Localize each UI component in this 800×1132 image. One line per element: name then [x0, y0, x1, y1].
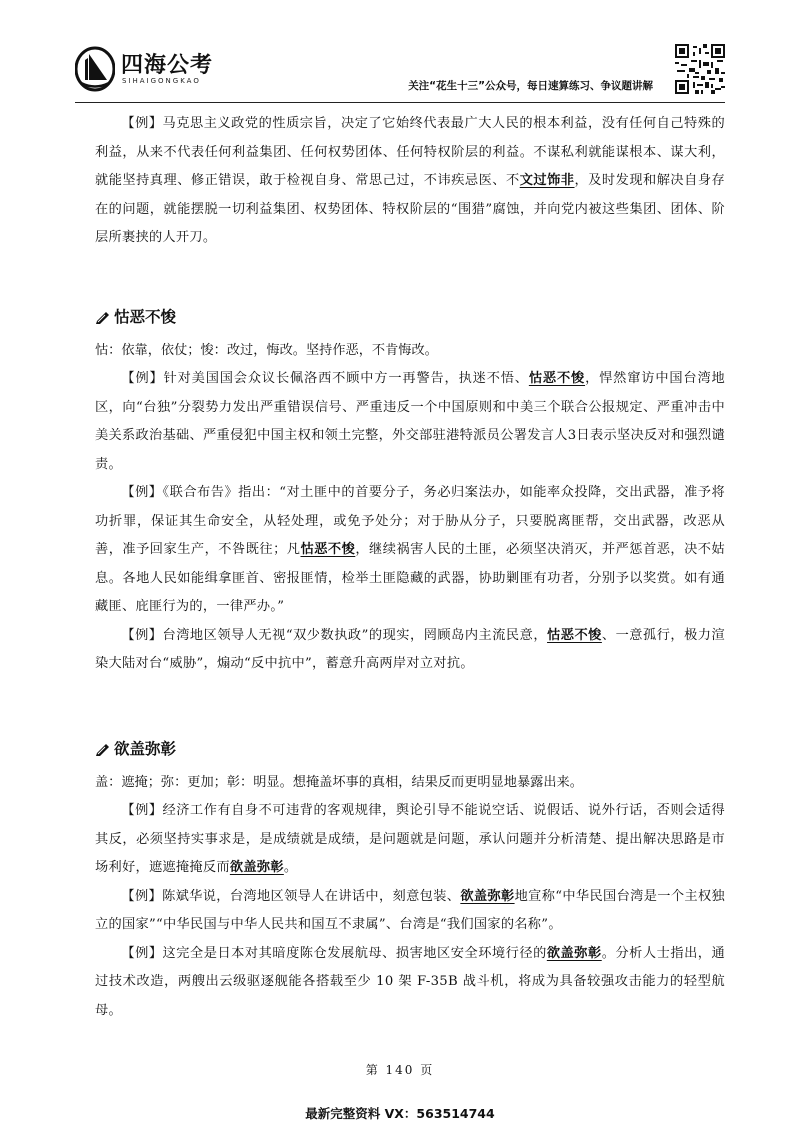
page-content [95, 110, 725, 1025]
example-paragraph [95, 797, 725, 883]
contact-promo: 最新完整资料 VX：563514744 [305, 1106, 495, 1121]
paragraph-text: 【例】台湾地区领导人无视“双少数执政”的现实，罔顾岛内主流民意， [121, 627, 548, 643]
pencil-icon [95, 742, 111, 756]
highlighted-idiom: 欲盖弥彰 [229, 860, 284, 875]
idiom-title: 怙恶不悛 [114, 307, 177, 326]
logo[interactable] [75, 46, 275, 96]
highlighted-idiom: 怙恶不悛 [528, 371, 586, 386]
page-number: 第 140 页 [365, 1063, 435, 1077]
paragraph-text: 、一意孤行，极力渲染大陆对台“威胁”，煽动“反中抗中”，蓄意升高两岸对立对抗。 [95, 627, 725, 671]
qr-code-icon[interactable] [675, 44, 725, 94]
idiom-title: 欲盖弥彰 [114, 739, 177, 758]
highlighted-idiom: 怙恶不悛 [547, 627, 602, 643]
paragraph-text: 【例】马克思主义政党的性质宗旨，决定了它始终代表最广大人民的根本利益，没有任何自己特殊的利益，从来不代表任何利益集团、任何权势团体、任何特权阶层的利益。不谋私利就能谋根本、谋大利，就能坚持真理、修正错误，敢于检视自身、常思己过，不讳疾忌医、不 [95, 116, 725, 188]
paragraph-text: 。 [283, 860, 298, 875]
highlighted-idiom: 怙恶不悛 [300, 542, 356, 557]
highlighted-idiom: 文过饰非 [519, 173, 575, 188]
example-paragraph [95, 883, 725, 940]
example-paragraph [95, 622, 725, 679]
idiom-heading [95, 303, 725, 331]
highlighted-idiom: 欲盖弥彰 [460, 888, 515, 904]
paragraph-text: 【例】经济工作有自身不可违背的客观规律，舆论引导不能说空话、说假话、说外行话，否则会适得其反，必须坚持实事求是，是成绩就是成绩，是问题就是问题，承认问题并分析清楚、提出解决思路是市场利好，遮遮掩掩反而 [95, 803, 725, 875]
pencil-icon [95, 310, 111, 324]
paragraph-text: ，及时发现和解决自身存在的问题，就能摆脱一切利益集团、权势团体、特权阶层的“围猎”腐蚀，并向党内被这些集团、团体、阶层所裹挟的人开刀。 [95, 173, 726, 245]
logo-subtitle: SIHAIGONGKAO [122, 77, 201, 85]
example-paragraph [95, 110, 725, 253]
paragraph-text: 【例】针对美国国会众议长佩洛西不顾中方一再警告，执迷不悟、 [121, 371, 529, 386]
example-paragraph [95, 940, 725, 1026]
spacer [95, 253, 725, 303]
paragraph-text: ，悍然窜访中国台湾地区，向“台独”分裂势力发出严重错误信号、严重违反一个中国原则和中美三个联合公报规定、严重冲击中美关系政治基础、严重侵犯中国主权和领土完整，外交部驻港特派员公署发言人3日表示坚决反对和强烈谴责。 [95, 371, 726, 472]
example-paragraph [95, 365, 725, 479]
spacer [95, 679, 725, 735]
header-divider [75, 102, 725, 103]
idiom-heading [95, 735, 725, 763]
example-paragraph [95, 479, 725, 622]
paragraph-text: 【例】这完全是日本对其暗度陈仓发展航母、损害地区安全环境行径的 [121, 945, 547, 961]
paragraph-text: 地宣称“中华民国台湾是一个主权独立的国家”“中华民国与中华人民共和国互不隶属”、台湾是“我们国家的名称”。 [95, 888, 725, 932]
sailboat-logo-icon [75, 46, 115, 92]
page-header [75, 44, 725, 100]
header-notice: 关注“花生十三”公众号，每日速算练习、争议题讲解 [408, 80, 653, 92]
paragraph-text: 【例】《联合布告》指出：“对土匪中的首要分子，务必归案法办，如能率众投降，交出武器，准予将功折罪，保证其生命安全，从轻处理，或免予处分；对于胁从分子，只要脱离匪帮，交出武器，改恶从善，准予回家生产，不咎既往；凡 [95, 485, 725, 557]
idiom-definition: 怙：依靠，依仗；悛：改过，悔改。坚持作恶，不肯悔改。 [95, 342, 438, 358]
paragraph-text: 。分析人士指出，通过技术改造，两艘出云级驱逐舰能各搭载至少 10 架 F-35B 战斗机，将成为具备较强攻击能力的轻型航母。 [95, 945, 726, 1018]
highlighted-idiom: 欲盖弥彰 [546, 945, 602, 961]
paragraph-text: ，继续祸害人民的土匪，必须坚决消灭，并严惩首恶，决不姑息。各地人民如能缉拿匪首、密报匪情，检举土匪隐藏的武器，协助剿匪有功者，分别予以奖赏。如有通藏匪、庇匪行为的，一律严办。” [95, 542, 725, 614]
logo-title: 四海公考 [121, 53, 214, 78]
idiom-definition: 盖：遮掩；弥：更加；彰：明显。想掩盖坏事的真相，结果反而更明显地暴露出来。 [95, 774, 583, 790]
paragraph-text: 【例】陈斌华说，台湾地区领导人在讲话中，刻意包装、 [121, 888, 461, 904]
